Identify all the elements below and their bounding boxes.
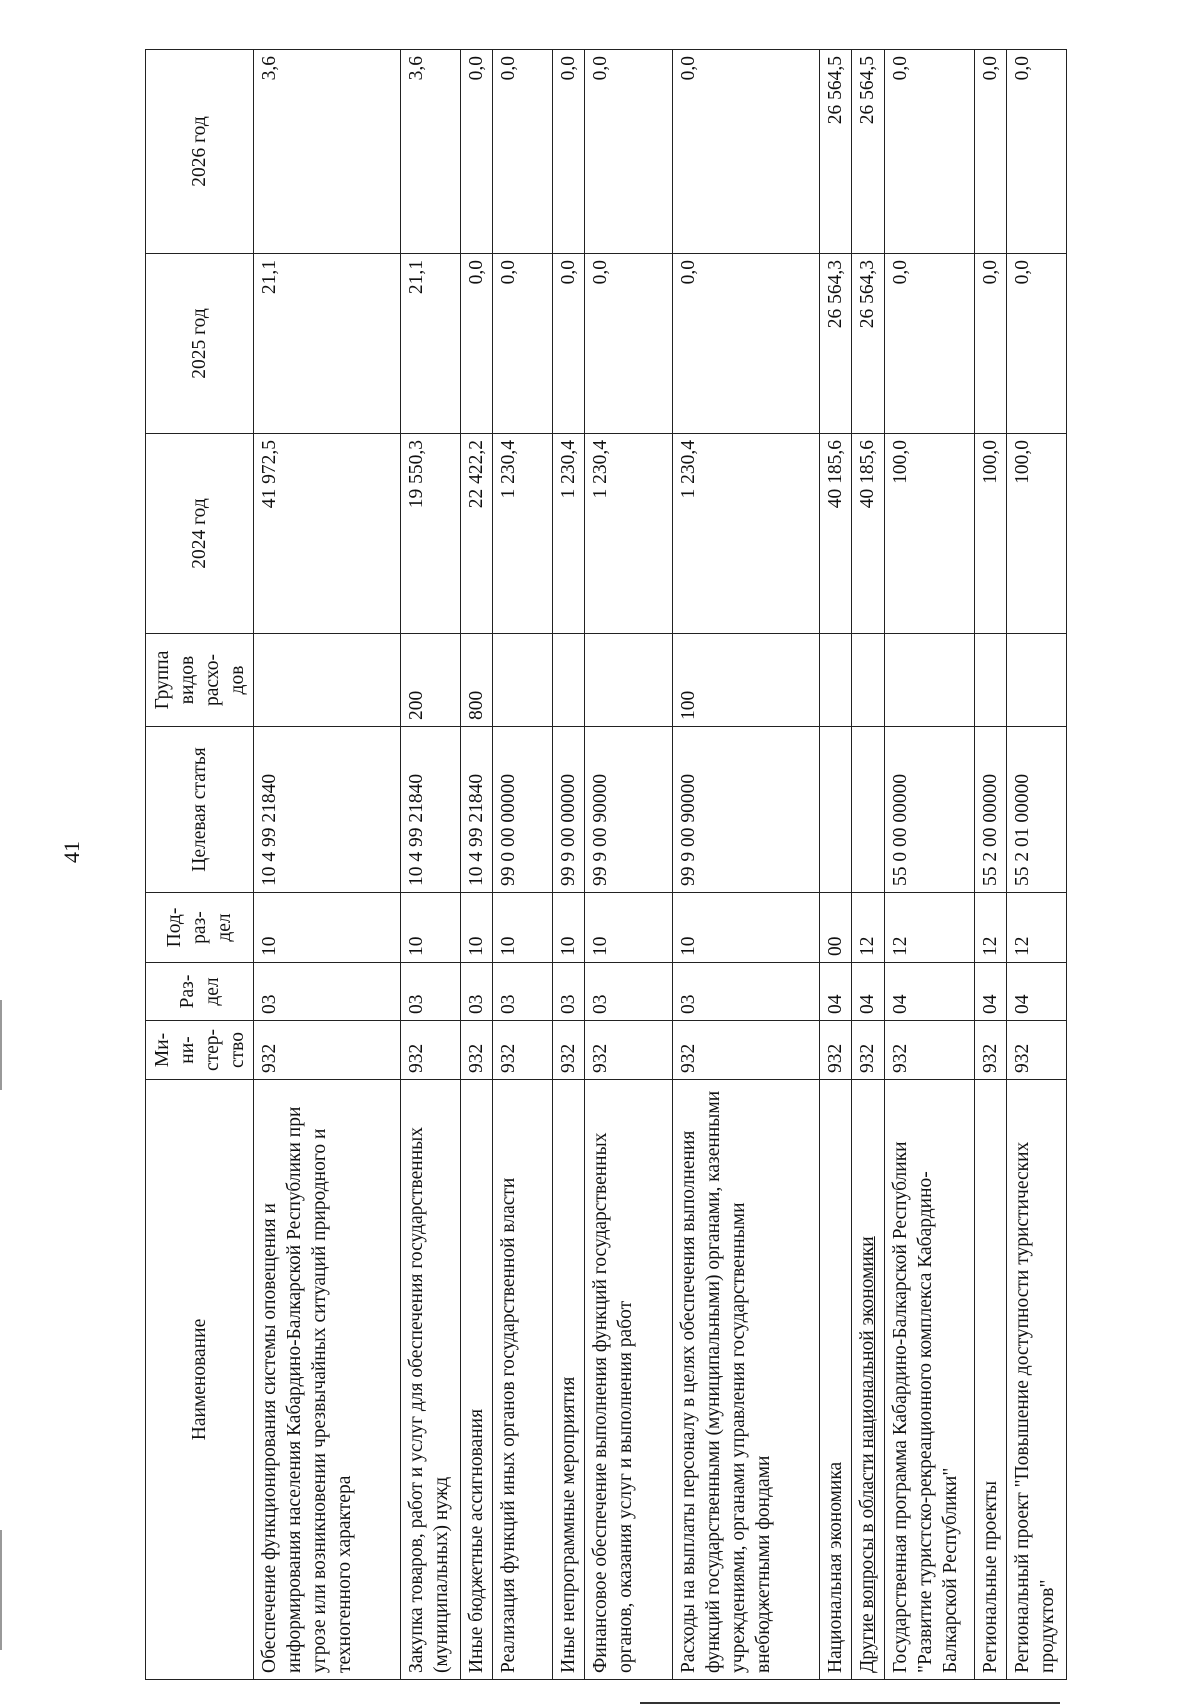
header-target-article: Целевая статья bbox=[146, 727, 254, 893]
cell-subsection: 10 bbox=[461, 893, 493, 963]
cell-ministry: 932 bbox=[461, 1021, 493, 1080]
cell-2026: 26 564,5 bbox=[820, 50, 852, 254]
cell-name: Реализация функций иных органов государственной власти bbox=[493, 1080, 553, 1680]
cell-target-article: 10 4 99 21840 bbox=[401, 727, 461, 893]
header-subsection: Под- раз- дел bbox=[146, 893, 254, 963]
cell-name: Региональные проекты bbox=[975, 1080, 1007, 1680]
table-row bbox=[401, 50, 461, 1680]
cell-subsection: 12 bbox=[1007, 893, 1067, 963]
cell-name: Региональный проект "Повышение доступности туристических продуктов" bbox=[1007, 1080, 1067, 1680]
cell-subsection: 10 bbox=[254, 893, 401, 963]
header-2024: 2024 год bbox=[146, 434, 254, 634]
cell-2024: 1 230,4 bbox=[585, 434, 673, 634]
cell-target-article: 99 0 00 00000 bbox=[493, 727, 553, 893]
cell-target-article: 55 0 00 00000 bbox=[885, 727, 975, 893]
cell-2026: 0,0 bbox=[975, 50, 1007, 254]
table-row bbox=[553, 50, 585, 1680]
cell-target-article: 55 2 00 00000 bbox=[975, 727, 1007, 893]
cell-2025: 0,0 bbox=[493, 254, 553, 434]
cell-expense-group bbox=[852, 634, 885, 727]
cell-section: 03 bbox=[401, 963, 461, 1021]
cell-ministry: 932 bbox=[493, 1021, 553, 1080]
cell-2024: 100,0 bbox=[1007, 434, 1067, 634]
cell-name: Финансовое обеспечение выполнения функций государственных органов, оказания услуг и выполнения работ bbox=[585, 1080, 673, 1680]
cell-2026: 0,0 bbox=[493, 50, 553, 254]
cell-ministry: 932 bbox=[975, 1021, 1007, 1080]
header-2026: 2026 год bbox=[146, 50, 254, 254]
header-name: Наименование bbox=[146, 1080, 254, 1680]
cell-section: 04 bbox=[885, 963, 975, 1021]
cell-target-article: 55 2 01 00000 bbox=[1007, 727, 1067, 893]
cell-section: 03 bbox=[553, 963, 585, 1021]
cell-subsection: 10 bbox=[585, 893, 673, 963]
table-row bbox=[254, 50, 401, 1680]
page-number: 41 bbox=[59, 841, 84, 863]
cell-section: 03 bbox=[673, 963, 820, 1021]
cell-ministry: 932 bbox=[852, 1021, 885, 1080]
cell-2025: 0,0 bbox=[585, 254, 673, 434]
cell-section: 03 bbox=[585, 963, 673, 1021]
cell-2024: 22 422,2 bbox=[461, 434, 493, 634]
cell-2025: 0,0 bbox=[673, 254, 820, 434]
cell-expense-group bbox=[254, 634, 401, 727]
header-section: Раз- дел bbox=[146, 963, 254, 1021]
cell-ministry: 932 bbox=[673, 1021, 820, 1080]
table-row bbox=[1007, 50, 1067, 1680]
cell-2024: 100,0 bbox=[975, 434, 1007, 634]
cell-2024: 40 185,6 bbox=[852, 434, 885, 634]
header-2025: 2025 год bbox=[146, 254, 254, 434]
cell-expense-group bbox=[1007, 634, 1067, 727]
cell-2026: 3,6 bbox=[401, 50, 461, 254]
cell-2024: 100,0 bbox=[885, 434, 975, 634]
cell-2024: 1 230,4 bbox=[553, 434, 585, 634]
cell-section: 04 bbox=[820, 963, 852, 1021]
cell-2025: 0,0 bbox=[1007, 254, 1067, 434]
cell-2026: 0,0 bbox=[885, 50, 975, 254]
cell-subsection: 10 bbox=[673, 893, 820, 963]
cell-target-article: 10 4 99 21840 bbox=[254, 727, 401, 893]
cell-name: Государственная программа Кабардино-Балкарской Республики "Развитие туристско-рекреационного комплекса Кабардино-Балкарской Республики" bbox=[885, 1080, 975, 1680]
scan-edge-mark bbox=[0, 1530, 2, 1650]
cell-subsection: 10 bbox=[553, 893, 585, 963]
cell-2025: 26 564,3 bbox=[852, 254, 885, 434]
header-expense-group: Группа видов расхо- дов bbox=[146, 634, 254, 727]
table-header-row bbox=[146, 50, 254, 1680]
table-row bbox=[975, 50, 1007, 1680]
cell-ministry: 932 bbox=[254, 1021, 401, 1080]
cell-section: 03 bbox=[461, 963, 493, 1021]
cell-expense-group bbox=[820, 634, 852, 727]
cell-name: Иные непрограммные мероприятия bbox=[553, 1080, 585, 1680]
cell-section: 04 bbox=[975, 963, 1007, 1021]
cell-name: Обеспечение функционирования системы оповещения и информирования населения Кабардино-Балкарской Республики при угрозе или возникновении чрезвычайных ситуаций природного и техногенного характера bbox=[254, 1080, 401, 1680]
cell-2026: 0,0 bbox=[673, 50, 820, 254]
cell-name: Закупка товаров, работ и услуг для обеспечения государственных (муниципальных) нужд bbox=[401, 1080, 461, 1680]
rotated-table-container bbox=[145, 50, 1077, 1680]
table-row bbox=[673, 50, 820, 1680]
cell-2025: 0,0 bbox=[461, 254, 493, 434]
cell-2024: 19 550,3 bbox=[401, 434, 461, 634]
cell-2026: 26 564,5 bbox=[852, 50, 885, 254]
cell-2024: 40 185,6 bbox=[820, 434, 852, 634]
cell-expense-group: 800 bbox=[461, 634, 493, 727]
cell-target-article: 10 4 99 21840 bbox=[461, 727, 493, 893]
table-row bbox=[820, 50, 852, 1680]
cell-2026: 0,0 bbox=[585, 50, 673, 254]
cell-subsection: 12 bbox=[852, 893, 885, 963]
cell-2025: 21,1 bbox=[401, 254, 461, 434]
header-ministry: Ми- ни- стер- ство bbox=[146, 1021, 254, 1080]
cell-target-article: 99 9 00 00000 bbox=[553, 727, 585, 893]
cell-2025: 0,0 bbox=[553, 254, 585, 434]
cell-ministry: 932 bbox=[1007, 1021, 1067, 1080]
cell-target-article bbox=[852, 727, 885, 893]
cell-name: Иные бюджетные ассигнования bbox=[461, 1080, 493, 1680]
cell-subsection: 00 bbox=[820, 893, 852, 963]
cell-subsection: 12 bbox=[885, 893, 975, 963]
cell-expense-group: 100 bbox=[673, 634, 820, 727]
cell-target-article bbox=[820, 727, 852, 893]
cell-expense-group bbox=[553, 634, 585, 727]
cell-target-article: 99 9 00 90000 bbox=[585, 727, 673, 893]
cell-section: 04 bbox=[1007, 963, 1067, 1021]
table-row bbox=[461, 50, 493, 1680]
budget-table bbox=[145, 49, 1067, 1680]
cell-2025: 0,0 bbox=[975, 254, 1007, 434]
cell-expense-group bbox=[585, 634, 673, 727]
cell-subsection: 10 bbox=[401, 893, 461, 963]
cell-2026: 3,6 bbox=[254, 50, 401, 254]
cell-name: Другие вопросы в области национальной экономики bbox=[852, 1080, 885, 1680]
cell-ministry: 932 bbox=[820, 1021, 852, 1080]
cell-ministry: 932 bbox=[401, 1021, 461, 1080]
cell-section: 03 bbox=[254, 963, 401, 1021]
cell-2024: 1 230,4 bbox=[673, 434, 820, 634]
table-row bbox=[885, 50, 975, 1680]
cell-name: Национальная экономика bbox=[820, 1080, 852, 1680]
table-row bbox=[852, 50, 885, 1680]
cell-name: Расходы на выплаты персоналу в целях обеспечения выполнения функций государственными (муниципальными) органами, казенными учреждениями, органами управления государственными внебюджетными фондами bbox=[673, 1080, 820, 1680]
cell-ministry: 932 bbox=[585, 1021, 673, 1080]
cell-2025: 26 564,3 bbox=[820, 254, 852, 434]
table-body bbox=[254, 50, 1067, 1680]
cell-ministry: 932 bbox=[553, 1021, 585, 1080]
table-row bbox=[585, 50, 673, 1680]
table-row bbox=[493, 50, 553, 1680]
cell-2026: 0,0 bbox=[553, 50, 585, 254]
scan-edge-mark bbox=[0, 1000, 2, 1090]
cell-ministry: 932 bbox=[885, 1021, 975, 1080]
cell-2026: 0,0 bbox=[1007, 50, 1067, 254]
cell-expense-group: 200 bbox=[401, 634, 461, 727]
cell-expense-group bbox=[885, 634, 975, 727]
cell-2026: 0,0 bbox=[461, 50, 493, 254]
cell-2024: 1 230,4 bbox=[493, 434, 553, 634]
cell-2025: 0,0 bbox=[885, 254, 975, 434]
cell-2024: 41 972,5 bbox=[254, 434, 401, 634]
cell-expense-group bbox=[493, 634, 553, 727]
cell-target-article: 99 9 00 90000 bbox=[673, 727, 820, 893]
cell-2025: 21,1 bbox=[254, 254, 401, 434]
cell-section: 03 bbox=[493, 963, 553, 1021]
cell-subsection: 10 bbox=[493, 893, 553, 963]
cell-subsection: 12 bbox=[975, 893, 1007, 963]
cell-expense-group bbox=[975, 634, 1007, 727]
cell-section: 04 bbox=[852, 963, 885, 1021]
